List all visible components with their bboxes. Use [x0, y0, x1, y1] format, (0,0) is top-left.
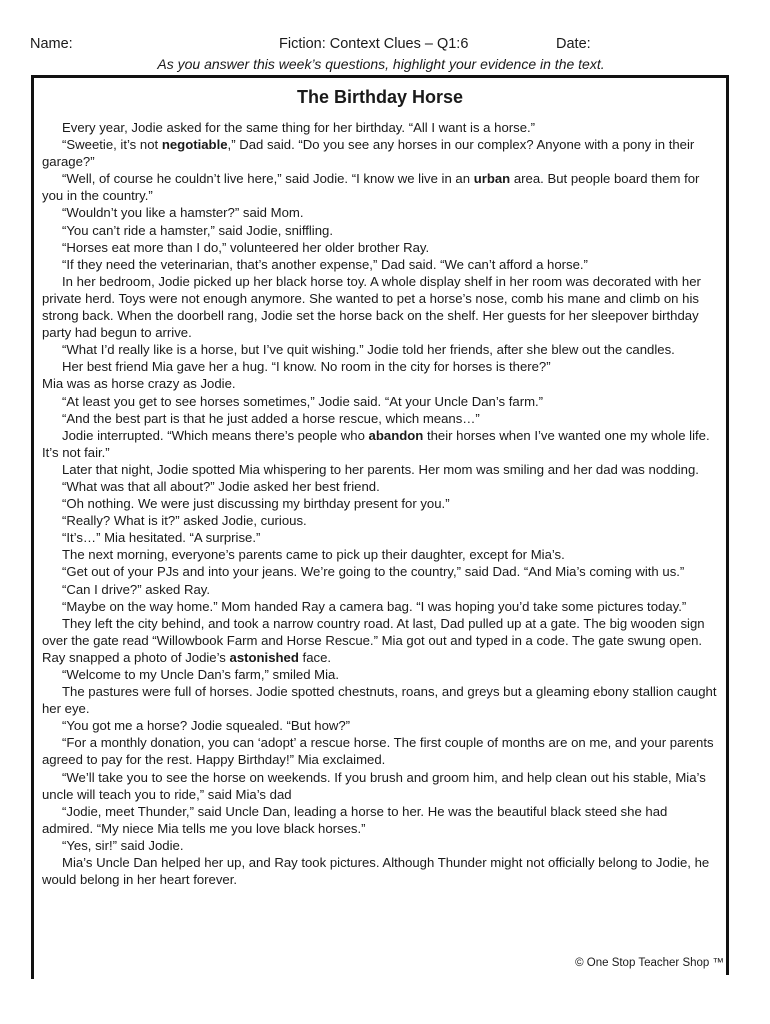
story-paragraph: [42, 256, 722, 273]
paragraph-text: “Welcome to my Uncle Dan’s farm,” smiled Mia.: [62, 667, 339, 682]
story-paragraph: [42, 427, 722, 461]
story-paragraph: [42, 170, 722, 204]
worksheet-header: [0, 36, 770, 56]
story-paragraph: [42, 393, 722, 410]
story-paragraph: [42, 546, 722, 563]
paragraph-text: The pastures were full of horses. Jodie spotted chestnuts, roans, and greys but a gleaming ebony stallion caught her eye.: [42, 684, 717, 717]
paragraph-text: “What I’d really like is a horse, but I’ve quit wishing.” Jodie told her friends, after she blew out the candles.: [62, 342, 675, 358]
paragraph-text: “Well, of course he couldn’t live here,” said Jodie. “I know we live in an: [62, 171, 474, 187]
story-paragraph: [42, 358, 722, 375]
paragraph-text: Mia’s Uncle Dan helped her up, and Ray took pictures. Although Thunder might not officially belong to Jodie, he would belong in her heart forever.: [42, 855, 710, 888]
paragraph-text: In her bedroom, Jodie picked up her black horse toy. A whole display shelf in her room was decorated with her private herd. Toys were not enough anymore. She wanted to pet a horse’s nose, comb his mane and climb on his strong back. When the doorbell rang, Jodie set the horse back on the shelf. Her guests for her sleepover birthday party had begun to arrive.: [42, 273, 701, 341]
story-paragraph: [42, 204, 722, 221]
story-paragraph: [42, 136, 722, 170]
paragraph-text: “You can’t ride a hamster,” said Jodie, sniffling.: [62, 222, 333, 238]
date-label: Date:: [556, 36, 591, 52]
story-paragraph: [42, 598, 722, 615]
story-paragraph: [42, 375, 722, 392]
story-paragraph: [42, 478, 722, 495]
paragraph-text: area. But people board them for you in the country.”: [42, 171, 700, 204]
paragraph-text: their horses when I’ve wanted one my whole life. It’s not fair.”: [42, 427, 710, 460]
paragraph-text: They left the city behind, and took a narrow country road. At last, Dad pulled up at a gate. The big wooden sign over the gate read “Willowbook Farm and Horse Rescue.” Mia got out and typed in a code. The gate swung open. Ray snapped a photo of Jodie’s: [42, 615, 705, 665]
paragraph-text: “If they need the veterinarian, that’s another expense,” Dad said. “We can’t afford a horse.”: [62, 256, 588, 272]
story-paragraph: [42, 119, 722, 136]
story-paragraph: [42, 581, 722, 598]
copyright-text: © One Stop Teacher Shop ™: [575, 957, 724, 969]
story-paragraph: [42, 410, 722, 427]
paragraph-text: ,” Dad said. “Do you see any horses in our complex? Anyone with a pony in their garage?”: [42, 137, 695, 170]
paragraph-text: face.: [298, 649, 332, 665]
paragraph-text: “Yes, sir!” said Jodie.: [62, 837, 184, 853]
paragraph-text: “We’ll take you to see the horse on weekends. If you brush and groom him, and help clean out his stable, Mia’s uncle will teach you to ride,” said Mia’s dad: [42, 769, 706, 802]
story-paragraph: [42, 683, 722, 717]
vocabulary-word: urban: [473, 171, 511, 187]
paragraph-text: “Really? What is it?” asked Jodie, curious.: [62, 513, 307, 529]
story-paragraph: [42, 273, 722, 341]
frame-foot: [31, 975, 34, 979]
story-paragraph: [42, 734, 722, 768]
paragraph-text: “What was that all about?” Jodie asked her best friend.: [62, 478, 380, 494]
vocabulary-word: astonished: [229, 649, 299, 665]
story-frame: [31, 75, 729, 975]
paragraph-text: Her best friend Mia gave her a hug. “I know. No room in the city for horses is there?”: [62, 359, 551, 375]
story-paragraph: [42, 495, 722, 512]
paragraph-text: Mia was as horse crazy as Jodie.: [42, 376, 236, 392]
story-paragraph: [42, 837, 722, 854]
story-body: [42, 119, 722, 888]
story-paragraph: [42, 222, 722, 239]
story-paragraph: [42, 666, 722, 683]
name-label: Name:: [30, 36, 73, 52]
paragraph-text: “You got me a horse? Jodie squealed. “But how?”: [62, 718, 351, 734]
story-paragraph: [42, 615, 722, 666]
story-title: The Birthday Horse: [296, 87, 464, 107]
story-paragraph: [42, 341, 722, 358]
paragraph-text: “And the best part is that he just added a horse rescue, which means…”: [62, 410, 480, 426]
story-paragraph: [42, 854, 722, 888]
story-paragraph: [42, 563, 722, 580]
paragraph-text: “Sweetie, it’s not: [62, 137, 162, 153]
vocabulary-word: abandon: [368, 427, 424, 443]
story-paragraph: [42, 512, 722, 529]
paragraph-text: Jodie interrupted. “Which means there’s people who: [62, 427, 369, 443]
story-paragraph: [42, 769, 722, 803]
paragraph-text: “For a monthly donation, you can ‘adopt’ a rescue horse. The first couple of months are on me, and your parents agreed to pay for the rest. Happy Birthday!” Mia exclaimed.: [42, 735, 714, 768]
paragraph-text: “Horses eat more than I do,” volunteered her older brother Ray.: [62, 239, 430, 255]
instruction-text: As you answer this week’s questions, highlight your evidence in the text.: [157, 56, 605, 72]
worksheet-title: Fiction: Context Clues – Q1:6: [279, 36, 469, 52]
paragraph-text: Later that night, Jodie spotted Mia whispering to her parents. Her mom was smiling and her dad was nodding.: [62, 461, 699, 477]
story-paragraph: [42, 717, 722, 734]
paragraph-text: “At least you get to see horses sometimes,” Jodie said. “At your Uncle Dan’s farm.”: [62, 393, 544, 409]
paragraph-text: “It’s…” Mia hesitated. “A surprise.”: [62, 530, 261, 546]
paragraph-text: The next morning, everyone’s parents came to pick up their daughter, except for Mia’s.: [62, 547, 565, 563]
paragraph-text: “Oh nothing. We were just discussing my birthday present for you.”: [62, 496, 450, 512]
paragraph-text: “Wouldn’t you like a hamster?” said Mom.: [62, 205, 304, 221]
story-paragraph: [42, 239, 722, 256]
paragraph-text: “Can I drive?” asked Ray.: [62, 581, 211, 597]
story-paragraph: [42, 529, 722, 546]
paragraph-text: “Get out of your PJs and into your jeans. We’re going to the country,” said Dad. “And Mia’s coming with us.”: [62, 564, 685, 580]
paragraph-text: “Jodie, meet Thunder,” said Uncle Dan, leading a horse to her. He was the beautiful black steed she had admired. “My niece Mia tells me you love black horses.”: [42, 803, 668, 836]
paragraph-text: “Maybe on the way home.” Mom handed Ray a camera bag. “I was hoping you’d take some pictures today.”: [62, 598, 687, 614]
vocabulary-word: negotiable: [161, 137, 228, 153]
story-paragraph: [42, 803, 722, 837]
paragraph-text: Every year, Jodie asked for the same thing for her birthday. “All I want is a horse.”: [62, 120, 536, 135]
story-paragraph: [42, 461, 722, 478]
